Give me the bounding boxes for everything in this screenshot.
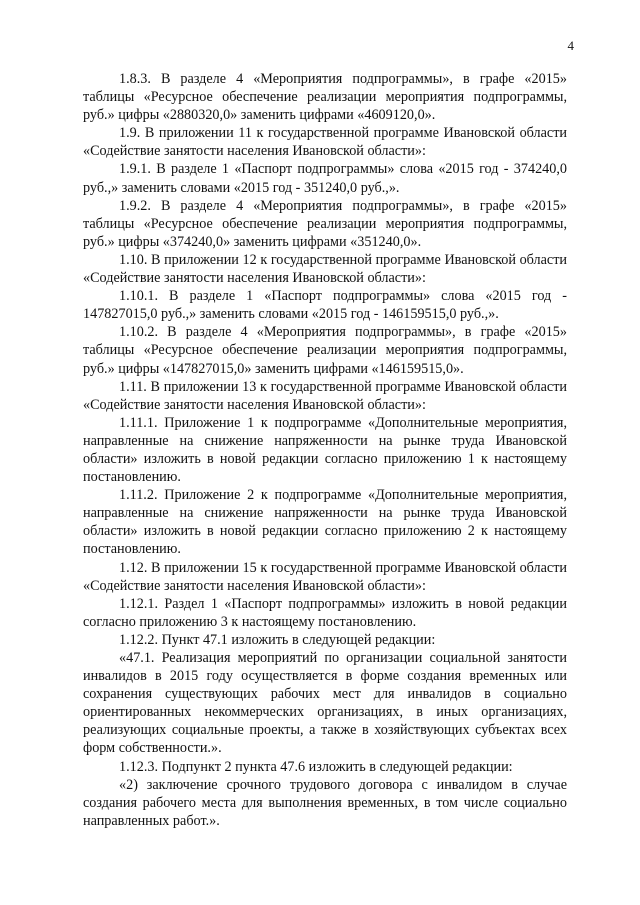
paragraph-1-11-2: 1.11.2. Приложение 2 к подпрограмме «Дополнительные мероприятия, направленные на снижение напряженности на рынке труда Ивановской области» изложить в новой редакции согласно приложению 2 к настоящему постановлению. bbox=[83, 487, 567, 558]
document-body bbox=[83, 70, 567, 830]
paragraph-1-9: 1.9. В приложении 11 к государственной программе Ивановской области «Содействие занятости населения Ивановской области»: bbox=[83, 125, 567, 160]
page-number: 4 bbox=[567, 38, 574, 53]
paragraph-1-8-3: 1.8.3. В разделе 4 «Мероприятия подпрограммы», в графе «2015» таблицы «Ресурсное обеспечение реализации мероприятия подпрограммы, руб.» цифры «2880320,0» заменить цифрами «4609120,0». bbox=[83, 71, 567, 124]
paragraph-1-11: 1.11. В приложении 13 к государственной программе Ивановской области «Содействие занятости населения Ивановской области»: bbox=[83, 378, 567, 413]
paragraph-1-10-1: 1.10.1. В разделе 1 «Паспорт подпрограммы» слова «2015 год - 147827015,0 руб.,» заменить словами «2015 год - 146159515,0 руб.,». bbox=[83, 288, 567, 323]
paragraph-1-11-1: 1.11.1. Приложение 1 к подпрограмме «Дополнительные мероприятия, направленные на снижение напряженности на рынке труда Ивановской области» изложить в новой редакции согласно приложению 1 к настоящему постановлению. bbox=[83, 414, 567, 486]
paragraph-1-12-3: 1.12.3. Подпункт 2 пункта 47.6 изложить в следующей редакции: bbox=[119, 758, 513, 775]
paragraph-1-9-2: 1.9.2. В разделе 4 «Мероприятия подпрограммы», в графе «2015» таблицы «Ресурсное обеспечение реализации мероприятия подпрограммы, руб.» цифры «374240,0» заменить цифрами «351240,0». bbox=[83, 197, 567, 250]
paragraph-1-10-2: 1.10.2. В разделе 4 «Мероприятия подпрограммы», в графе «2015» таблицы «Ресурсное обеспечение реализации мероприятия подпрограммы, руб.» цифры «147827015,0» заменить цифрами «146159515,0». bbox=[83, 324, 567, 377]
paragraph-1-12-2: 1.12.2. Пункт 47.1 изложить в следующей редакции: bbox=[119, 631, 436, 648]
quoted-subparagraph-2: «2) заключение срочного трудового договора с инвалидом в случае создания рабочего места для выполнения временных, в том числе социально направленных работ.». bbox=[83, 776, 567, 829]
quoted-paragraph-47-1: «47.1. Реализация мероприятий по организации социальной занятости инвалидов в 2015 году осуществляется в форме создания временных или сохранения существующих рабочих мест для инвалидов в социально ориентированных некоммерческих организациях, в иных организациях, реализующих социальные проекты, а также в хозяйствующих субъектах всех форм собственности.». bbox=[83, 650, 567, 757]
paragraph-1-12: 1.12. В приложении 15 к государственной программе Ивановской области «Содействие занятости населения Ивановской области»: bbox=[83, 559, 567, 594]
paragraph-1-9-1: 1.9.1. В разделе 1 «Паспорт подпрограммы» слова «2015 год - 374240,0 руб.,» заменить словами «2015 год - 351240,0 руб.,». bbox=[83, 161, 567, 196]
paragraph-1-10: 1.10. В приложении 12 к государственной программе Ивановской области «Содействие занятости населения Ивановской области»: bbox=[83, 251, 567, 287]
paragraph-1-12-1: 1.12.1. Раздел 1 «Паспорт подпрограммы» изложить в новой редакции согласно приложению 3 к настоящему постановлению. bbox=[83, 595, 567, 630]
